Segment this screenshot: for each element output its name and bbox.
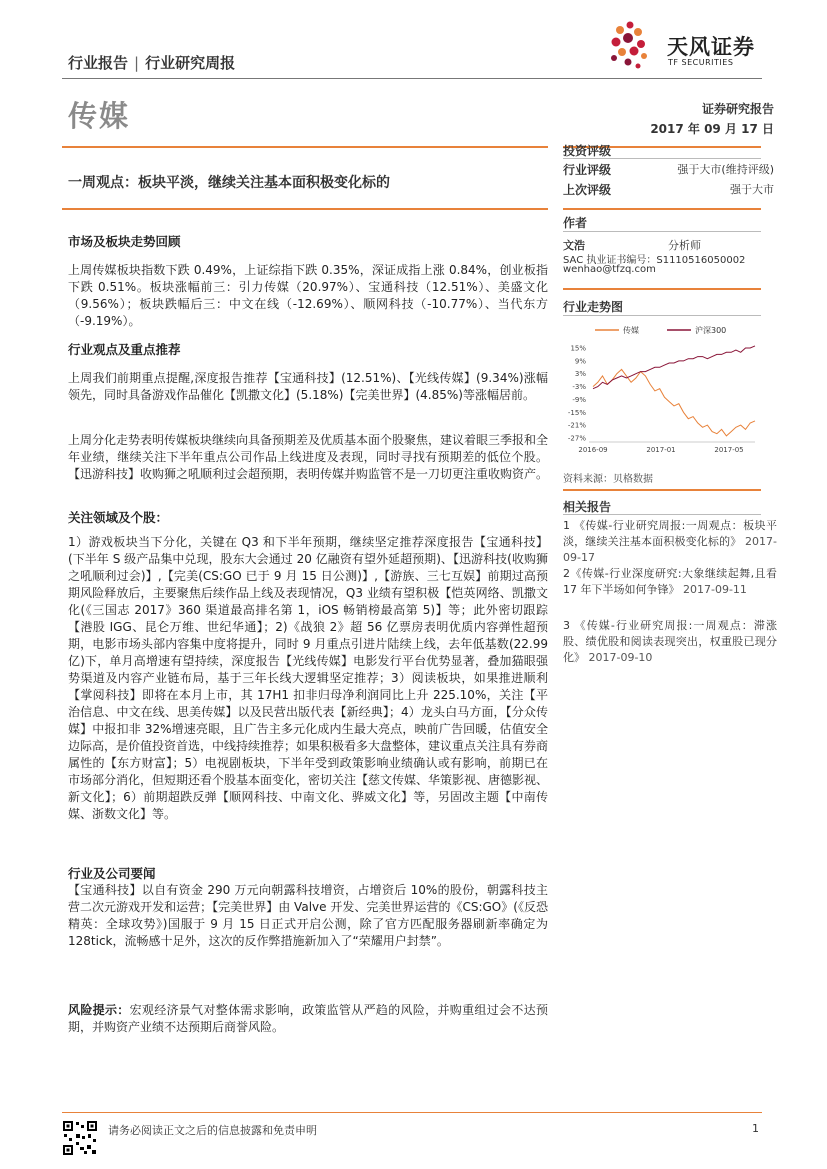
related-item-text: 3 《传媒-行业研究周报:一周观点：滞涨股、绩优股和阅读表现突出，权重股已现分化》 [563,619,777,664]
focus-paragraph: 1）游戏板块当下分化，关键在 Q3 和下半年预期，继续坚定推荐深度报告【宝通科技】(下半年 S 级产品集中兑现，股东大会通过 20 亿融资有望外延超预期)、【迅游科技(收购狮之吼顺利过会)】,【完美(CS:GO 已于 9 月 15 日公测)】,【游族、三七互娱】前期过高预期风险释放后，主要聚焦后续作品上线及表现情况，Q3 业绩有望积极【恺英网络、凯撒文化(《三国志 2017》360 渠道最高排名第 1，iOS 畅销榜最高第 5)】等；此外密切跟踪【港股 IGG、昆仑万维、世纪华通】；2)《战狼 2》超 56 亿票房表明优质内容弹性超预期，电影市场头部内容集中度将提升，同时 9 月重点引进片陆续上线，去年低基数(22.99 亿)下，单月高增速有望持续，深度报告【光线传媒】电影发行平台优势显著，叠加猫眼强势渠道及内容产业链布局，基于三年长线大逻辑坚定推荐；3）阅读板块，如果推进顺利【掌阅科技】即将在本月上市，其 17H1 扣非归母净利润同比上升 225.10%，关注【平治信息、中文在线、思美传媒】以及民营出版代表【新经典】；4）龙头白马方面，【分众传媒】中报扣非 32%增速亮眼，且广告主多元化成内生最大亮点，映前广告回暖，估值安全边际高，是价值投资首选，中线持续推荐；如果积极看多大盘整体，建议重点关注具有券商属性的【东方财富】；5）电视剧板块，下半年受到政策影响业绩确认或有影响，前期已在市场部分消化，但短期还看个股基本面变化，密切关注【慈文传媒、华策影视、唐德影视、新文化】；6）前期超跌反弹【顺网科技、中南文化、骅威文化】等，另固改主题【中南传媒、浙数文化】等。 [68,535,549,821]
rating-title: 投资评级 [563,144,612,158]
view-paragraph-1: 上周我们前期重点提醒,深度报告推荐【宝通科技】(12.51%)、【光线传媒】(9.34%)涨幅领先，同时具备游戏作品催化【凯撒文化】(5.18%)【完美世界】(4.85%)等涨幅居前。 [68,371,548,402]
x-tick-label: 2016-09 [578,446,608,454]
chart-source: 资料来源：贝格数据 [563,474,653,485]
legend-label: 传媒 [623,326,639,335]
y-tick-label: -9% [572,395,586,404]
chart-bottom-divider [563,489,761,491]
market-section-title: 市场及板块走势回顾 [68,234,181,249]
header-divider [62,78,762,79]
series-line [593,369,755,436]
logo-text: 天风证券 [667,35,755,59]
qr-code-icon [62,1120,98,1156]
risk-text: 宏观经济景气对整体需求影响，政策监管从严趋的风险，并购重组过会不达预期，并购资产业绩不达预期后商誉风险。 [68,1003,548,1034]
legend-label: 沪深300 [695,326,727,335]
risk-label: 风险提示： [68,1003,130,1017]
x-tick-label: 2017-01 [646,446,676,454]
y-tick-label: 3% [574,370,586,379]
page-number: 1 [752,1122,759,1135]
report-type: 证券研究报告 [701,102,774,116]
weekly-view-title: 一周观点：板块平淡，继续关注基本面积极变化标的 [68,175,390,191]
related-title: 相关报告 [563,500,612,514]
chart-title: 行业走势图 [563,300,624,314]
author-email[interactable]: wenhao@tfzq.com [563,264,656,275]
author-sac: SAC 执业证书编号：S1110516050002 [563,255,746,266]
subcategory-label: 行业研究周报 [145,54,236,72]
news-paragraph: 【宝通科技】以自有资金 290 万元向朝露科技增资，占增资后 10%的股份，朝露科技主营二次元游戏开发和运营；【完美世界】由 Valve 开发、完美世界运营的《CS:GO》(《反恐精英：全球攻势》)国服于 9 月 15 日正式开启公测，除了官方匹配服务器刷新率确定为 128tick，流畅感十足外，这次的反作弊措施新加入了“荣耀用户封禁”。 [68,883,548,948]
chart-divider [563,288,761,290]
logo-text-en: TF SECURITIES [668,58,734,67]
page-title: 传媒 [68,99,131,133]
x-tick-label: 2017-05 [714,446,744,454]
prev-rating-value: 强于大市 [730,183,774,196]
related-item-text: 2《传媒-行业深度研究:大象继续起舞,且看 17 年下半场如何争锋》 [563,567,777,596]
y-tick-label: -21% [567,421,586,430]
focus-section-title: 关注领域及个股： [68,510,169,525]
author-name: 文浩 [563,239,585,252]
y-tick-label: 9% [574,357,586,366]
y-tick-label: -3% [572,383,586,392]
related-item-date: 2017-09-10 [588,651,653,664]
chart-line [563,315,761,316]
series-line [593,346,755,389]
industry-rating-value: 强于大市(维持评级) [677,163,774,176]
prev-rating-label: 上次评级 [563,183,612,197]
industry-rating-label: 行业评级 [563,163,612,177]
category-separator: | [134,54,140,72]
author-line [563,231,761,232]
y-tick-label: -27% [567,434,586,443]
report-category [68,52,235,73]
footer-notice: 请务必阅读正文之后的信息披露和免责申明 [108,1124,317,1137]
rating-line [563,158,761,159]
news-section-title: 行业及公司要闻 [68,866,156,881]
author-title: 作者 [563,216,588,230]
related-item-date: 2017-09-11 [683,583,747,596]
trend-chart [563,320,763,460]
author-role: 分析师 [668,239,701,252]
view-section-title: 行业观点及重点推荐 [68,342,181,357]
report-date: 2017 年 09 月 17 日 [650,122,774,136]
related-item-text: 1 《传媒-行业研究周报:一周观点：板块平淡，继续关注基本面积极变化标的》 [563,519,777,548]
category-label: 行业报告 [68,54,129,72]
related-item[interactable] [563,518,777,566]
y-tick-label: -15% [567,408,586,417]
author-divider [563,208,761,210]
weekly-divider [62,208,548,210]
related-item[interactable] [563,566,777,598]
y-tick-label: 15% [570,344,586,353]
view-paragraph-2: 上周分化走势表明传媒板块继续向具备预期差及优质基本面个股聚焦，建议着眼三季报和全年业绩，继续关注下半年重点公司作品上线进度及表现，同时寻找有预期差的低位个股。【迅游科技】收购狮之吼顺利过会超预期，表明传媒并购监管不是一刀切更注重收购资产。 [68,433,549,481]
risk-paragraph [68,1002,548,1036]
footer-divider [62,1112,762,1113]
related-item[interactable] [563,618,777,666]
title-divider [62,146,548,148]
related-line [563,514,761,515]
market-paragraph: 上周传媒板块指数下跌 0.49%，上证综指下跌 0.35%，深证成指上涨 0.84%，创业板指下跌 0.51%。板块涨幅前三：引力传媒（20.97%）、宝通科技（12.51%）、美盛文化（9.56%）；板块跌幅后三：中文在线（-12.69%）、顺网科技（-10.77%）、当代东方（-9.19%）。 [68,263,548,328]
related-item-date: 2017-09-17 [563,535,778,564]
